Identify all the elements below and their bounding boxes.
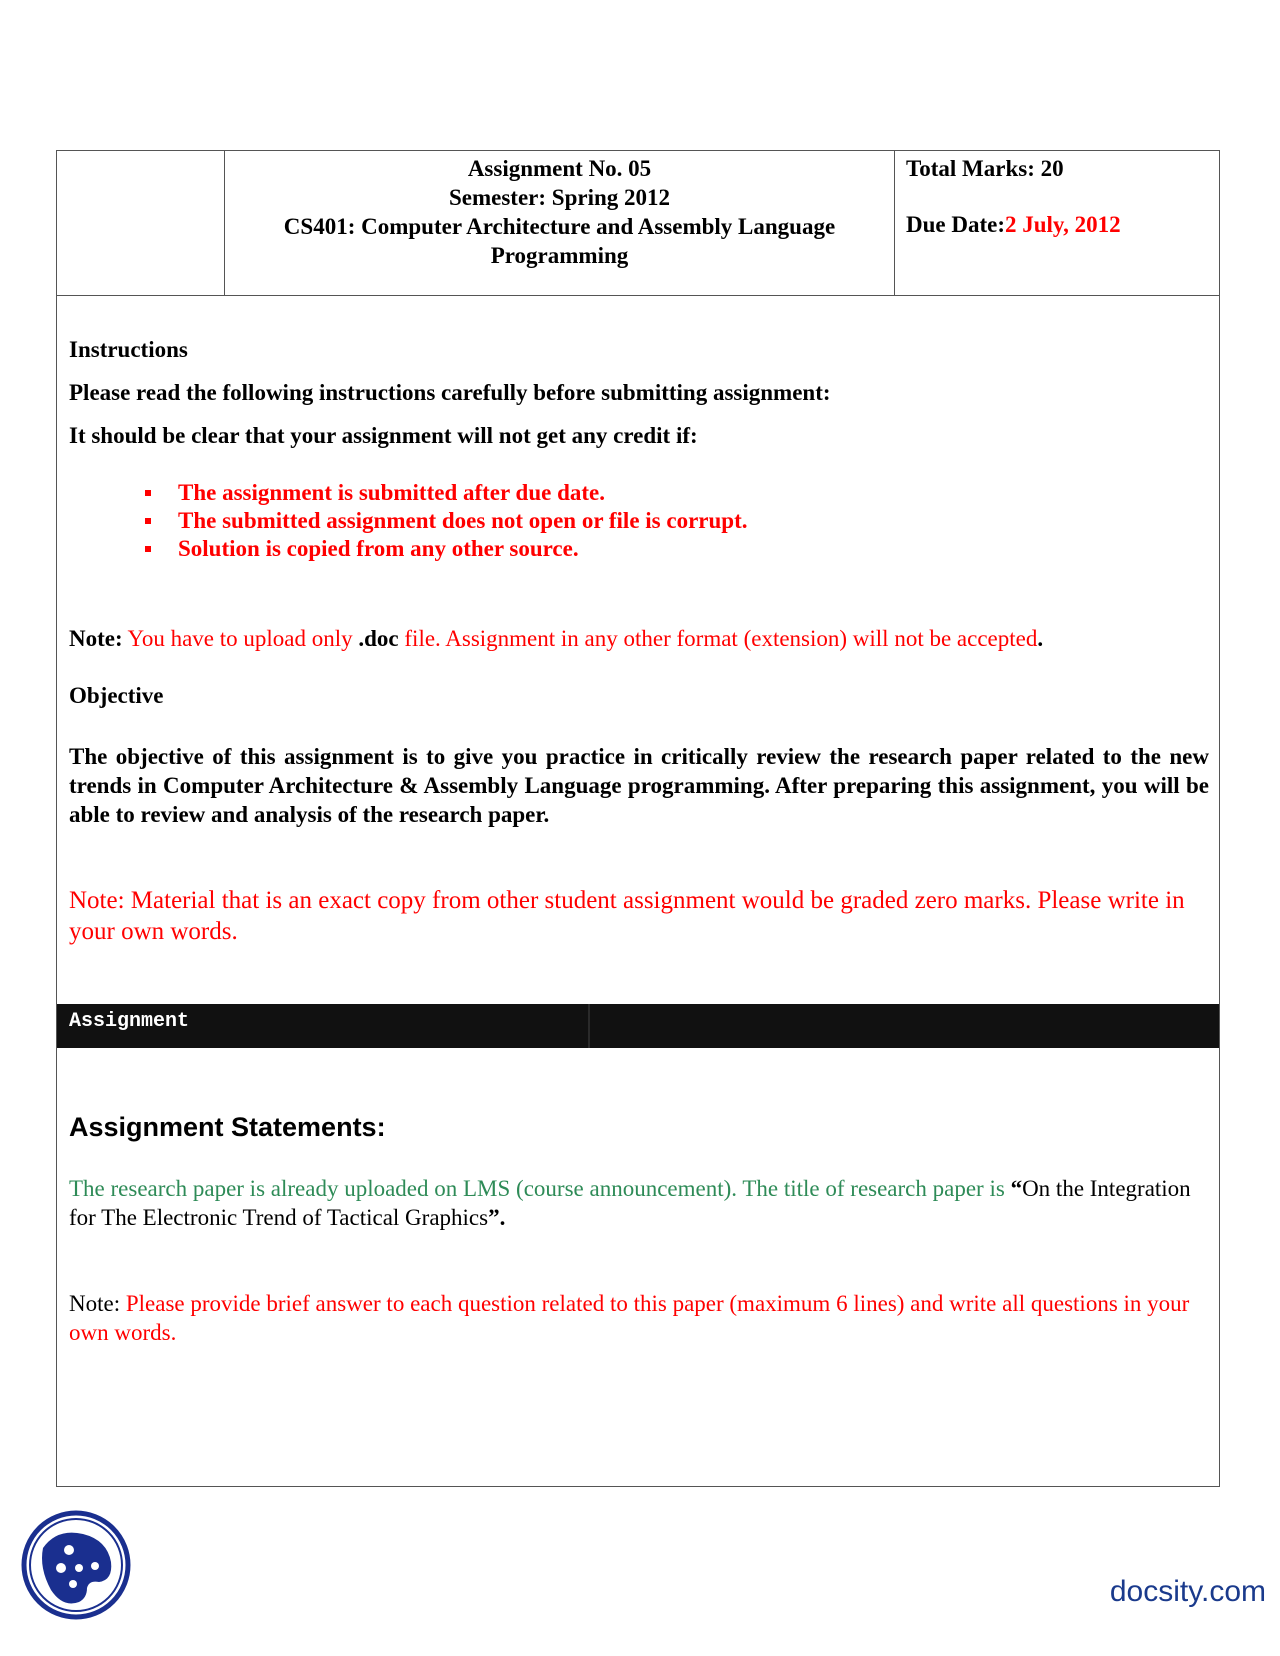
due-date-value: 2 July, 2012	[1005, 212, 1121, 237]
header-logo-cell	[57, 151, 225, 295]
course-title-line2: Programming	[490, 243, 629, 268]
answer-note: Note: Please provide brief answer to each question related to this paper (maximum 6 lines) and write all questions in your own words.	[69, 1291, 1190, 1345]
statements-heading: Assignment Statements:	[69, 1112, 386, 1142]
docsity-brand[interactable]: docsity.com	[1109, 1575, 1266, 1608]
total-marks: Total Marks: 20	[906, 156, 1064, 181]
assignment-bar-label: Assignment	[69, 1010, 190, 1033]
list-item: The submitted assignment does not open or file is corrupt.	[145, 507, 748, 535]
header-table	[57, 151, 1219, 296]
header-title-cell	[225, 151, 895, 295]
docsity-logo-icon	[21, 1510, 131, 1620]
square-bullet-icon	[145, 546, 151, 552]
due-date	[906, 210, 1219, 239]
doc-extension: .doc	[358, 626, 399, 651]
assignment-bar	[57, 1004, 1219, 1048]
no-credit-list	[145, 479, 748, 563]
instructions-title: Instructions	[69, 337, 188, 362]
statements-text: The research paper is already uploaded on LMS (course announcement). The title of research paper is “On the Integration for The Electronic Trend of Tactical Graphics”.	[69, 1176, 1191, 1230]
plagiarism-note: Note: Material that is an exact copy from other student assignment would be graded zero marks. Please write in your own words.	[69, 887, 1185, 945]
list-item: The assignment is submitted after due date.	[145, 479, 748, 507]
upload-note: Note: You have to upload only .doc file. Assignment in any other format (extension) will not be accepted.	[69, 626, 1044, 651]
assignment-number: Assignment No. 05	[467, 156, 652, 181]
instructions-line1: Please read the following instructions carefully before submitting assignment:	[69, 380, 831, 405]
assignment-frame	[56, 150, 1220, 1487]
bar-divider	[588, 1004, 590, 1048]
note-label: Note:	[69, 626, 123, 651]
semester: Semester: Spring 2012	[448, 185, 671, 210]
course-title-line1: CS401: Computer Architecture and Assembly Language	[283, 214, 836, 239]
due-date-label: Due Date:	[906, 212, 1005, 237]
square-bullet-icon	[145, 490, 151, 496]
note-label: Note:	[69, 1291, 121, 1316]
header-marks-cell	[895, 151, 1219, 295]
instructions-line2: It should be clear that your assignment will not get any credit if:	[69, 423, 698, 448]
list-item: Solution is copied from any other source.	[145, 535, 748, 563]
objective-text: The objective of this assignment is to give you practice in critically review the research paper related to the new trends in Computer Architecture & Assembly Language programming. After preparing this assignment, you will be able to review and analysis of the research paper.	[69, 744, 1209, 827]
objective-title: Objective	[69, 683, 164, 708]
paper-title: On the Integration for The Electronic Trend of Tactical Graphics	[69, 1176, 1191, 1230]
square-bullet-icon	[145, 518, 151, 524]
